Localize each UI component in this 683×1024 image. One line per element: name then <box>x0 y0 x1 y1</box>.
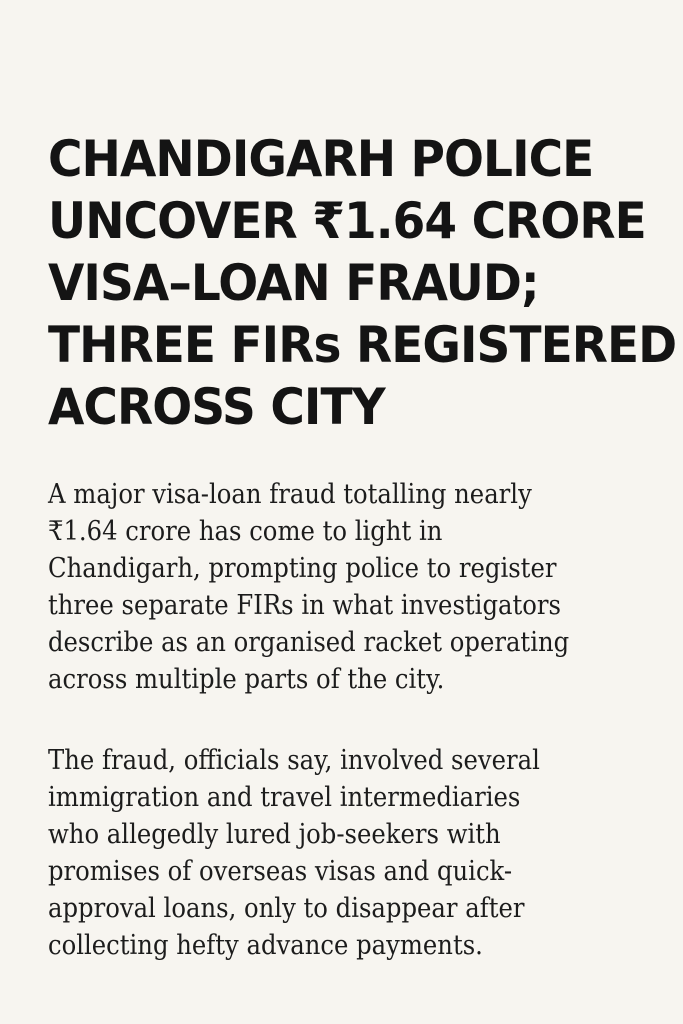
paragraph-line: approval loans, only to disappear after <box>48 893 525 924</box>
news-article <box>48 128 677 961</box>
article-paragraph-2 <box>48 742 669 964</box>
article-headline <box>48 128 678 438</box>
headline-line: UNCOVER ₹1.64 CRORE <box>48 192 646 250</box>
paragraph-line: across multiple parts of the city. <box>48 664 445 695</box>
paragraph-line: ₹1.64 crore has come to light in <box>48 516 443 547</box>
paragraph-line: The fraud, officials say, involved several <box>48 745 540 776</box>
headline-line: CHANDIGARH POLICE <box>48 130 594 188</box>
paragraph-line: describe as an organised racket operating <box>48 627 570 658</box>
article-paragraph-1 <box>48 476 669 698</box>
paragraph-line: A major visa-loan fraud totalling nearly <box>48 479 532 510</box>
paragraph-line: who allegedly lured job-seekers with <box>48 819 501 850</box>
headline-line: ACROSS CITY <box>48 378 385 436</box>
paragraph-line: promises of overseas visas and quick- <box>48 856 513 887</box>
paragraph-line: Chandigarh, prompting police to register <box>48 553 557 584</box>
headline-line: THREE FIRs REGISTERED <box>48 316 677 374</box>
headline-line: VISA–LOAN FRAUD; <box>48 254 539 312</box>
paragraph-line: immigration and travel intermediaries <box>48 782 521 813</box>
paragraph-line: three separate FIRs in what investigators <box>48 590 561 621</box>
paragraph-line: collecting hefty advance payments. <box>48 930 483 961</box>
